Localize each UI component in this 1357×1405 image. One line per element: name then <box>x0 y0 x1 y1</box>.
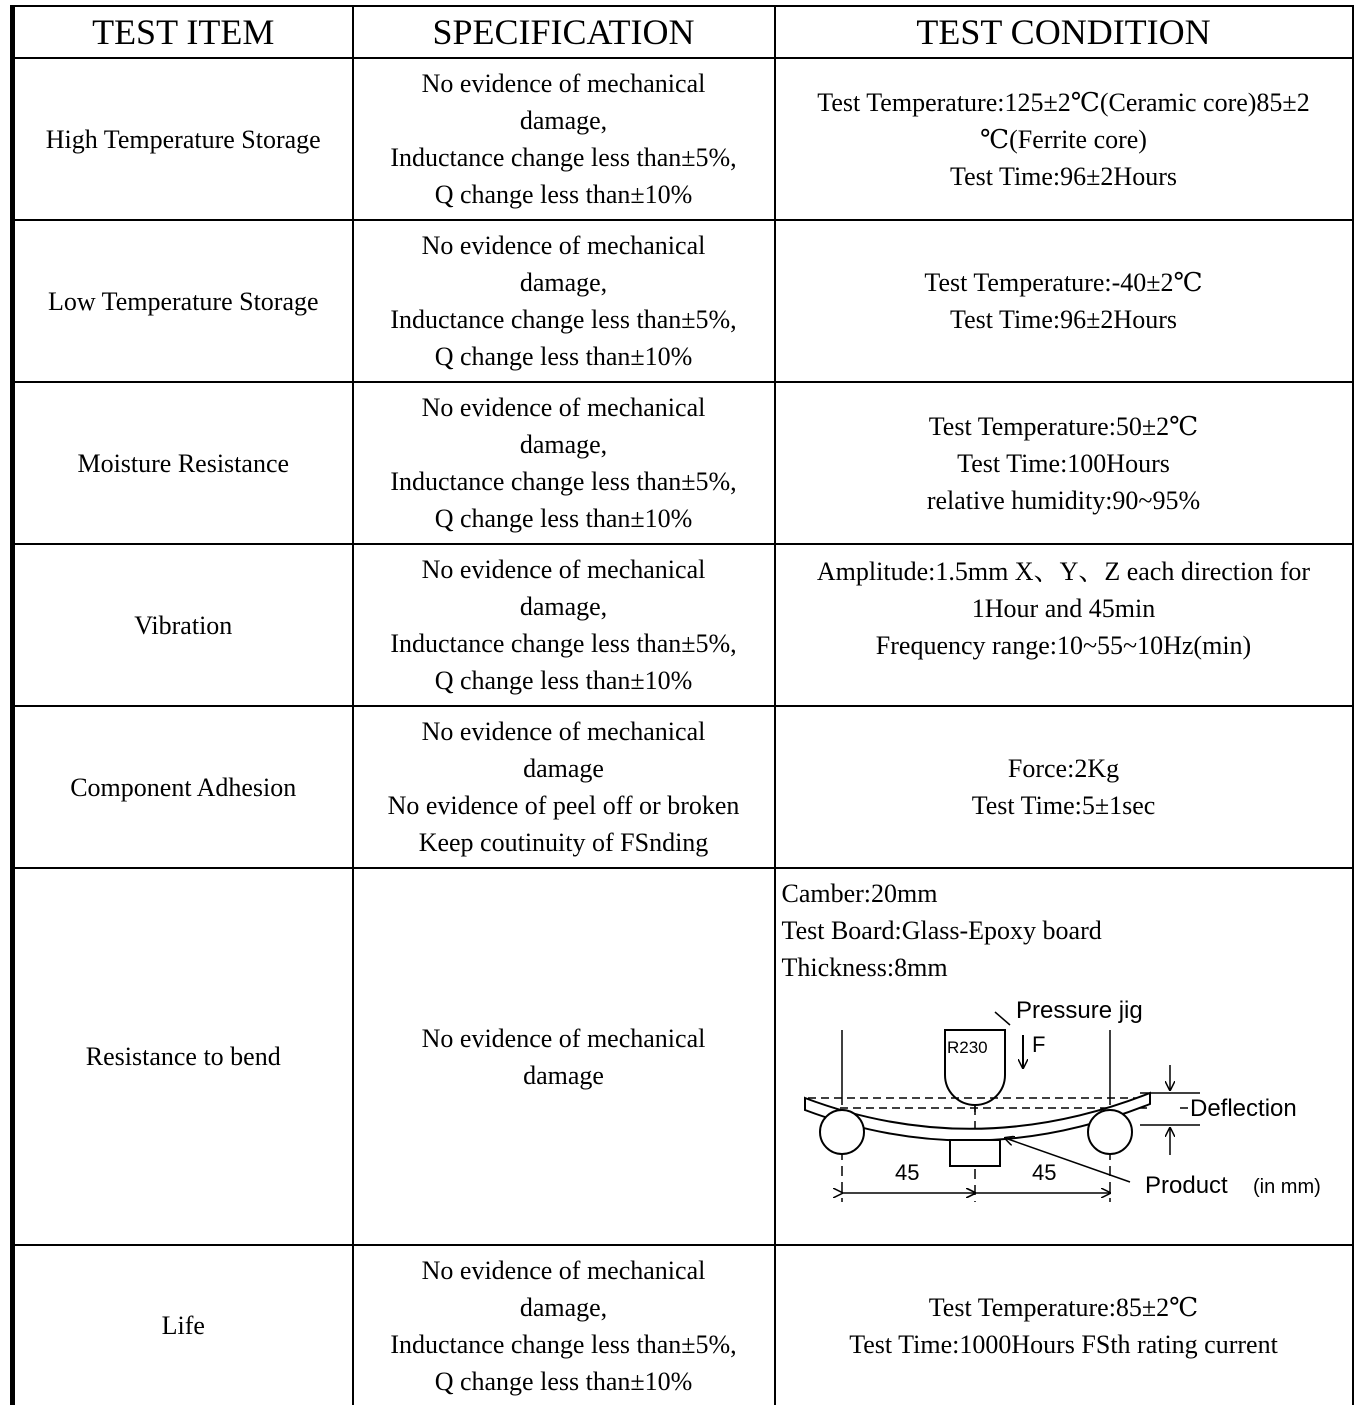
spec-line: No evidence of peel off or broken <box>387 791 740 820</box>
spec-line: Q change less than±10% <box>434 504 693 533</box>
test-item-cell: High Temperature Storage <box>13 58 353 220</box>
test-item-cell: Life <box>13 1245 353 1405</box>
spec-line: Q change less than±10% <box>434 666 693 695</box>
spec-line: damage, <box>519 592 608 621</box>
test-spec-table <box>10 5 1354 1405</box>
specification-cell <box>353 58 775 220</box>
condition-line: 1Hour and 45min <box>971 594 1156 623</box>
spec-line: Inductance change less than±5%, <box>390 467 737 496</box>
table-row <box>13 382 1353 544</box>
spec-line: Keep coutinuity of FSnding <box>418 828 709 857</box>
condition-line: Test Time:96±2Hours <box>950 161 1177 191</box>
spec-line: damage, <box>519 430 608 459</box>
spec-line: No evidence of mechanical <box>421 555 706 584</box>
condition-line: Frequency range:10~55~10Hz(min) <box>875 631 1252 660</box>
pressure-jig-label: Pressure jig <box>1015 997 1143 1024</box>
condition-line: Test Temperature:125±2℃(Ceramic core)85±2 <box>817 87 1310 117</box>
spec-line: Q change less than±10% <box>434 180 693 209</box>
spec-line: damage, <box>519 1292 608 1322</box>
support-right <box>1088 1110 1132 1154</box>
table-row <box>13 868 1353 1245</box>
table-row <box>13 1245 1353 1405</box>
spec-line: Q change less than±10% <box>434 342 693 371</box>
header-test-condition: TEST CONDITION <box>775 6 1353 58</box>
condition-line: Thickness:8mm <box>781 953 948 982</box>
table-row <box>13 544 1353 706</box>
condition-line: Test Temperature:85±2℃ <box>928 1292 1199 1322</box>
spec-line: No evidence of mechanical <box>421 231 706 260</box>
specification-cell <box>353 220 775 382</box>
header-row <box>13 6 1353 58</box>
spec-line: No evidence of mechanical <box>421 393 706 422</box>
condition-line: Test Temperature:50±2℃ <box>928 411 1199 441</box>
condition-cell <box>775 868 1353 1245</box>
condition-line: Test Time:1000Hours FSth rating current <box>849 1329 1278 1359</box>
condition-cell <box>775 706 1353 868</box>
spec-line: damage, <box>519 106 608 135</box>
force-label: F <box>1031 1032 1045 1057</box>
spec-line: No evidence of mechanical <box>421 1255 706 1285</box>
pressure-pointer <box>995 1012 1010 1025</box>
condition-line: Force:2Kg <box>1007 754 1120 783</box>
specification-cell <box>353 382 775 544</box>
condition-line: Test Temperature:-40±2℃ <box>924 268 1203 297</box>
condition-cell <box>775 58 1353 220</box>
spec-line: damage <box>523 1060 604 1090</box>
specification-cell <box>353 706 775 868</box>
table-row <box>13 706 1353 868</box>
test-item-cell: Vibration <box>13 544 353 706</box>
spec-line: damage, <box>519 268 608 297</box>
specification-cell <box>353 868 775 1245</box>
spec-line: Q change less than±10% <box>434 1366 693 1396</box>
dimension-right-value: 45 <box>1031 1160 1056 1185</box>
condition-line: Amplitude:1.5mm X、Y、Z each direction for <box>816 557 1311 586</box>
condition-line: Test Time:96±2Hours <box>950 305 1177 334</box>
specification-cell <box>353 1245 775 1405</box>
test-item-cell: Component Adhesion <box>13 706 353 868</box>
product-label: Product <box>1144 1172 1228 1199</box>
test-item-cell: Low Temperature Storage <box>13 220 353 382</box>
condition-line: Test Board:Glass-Epoxy board <box>781 916 1102 945</box>
spec-line: No evidence of mechanical <box>421 717 706 746</box>
condition-line: ℃(Ferrite core) <box>980 124 1147 154</box>
spec-line: Inductance change less than±5%, <box>390 1329 737 1359</box>
condition-line: Camber:20mm <box>781 879 938 908</box>
unit-label: (in mm) <box>1252 1176 1321 1198</box>
condition-cell <box>775 220 1353 382</box>
test-item-cell: Moisture Resistance <box>13 382 353 544</box>
header-test-item: TEST ITEM <box>13 6 353 58</box>
spec-line: damage <box>523 754 604 783</box>
table-row <box>13 220 1353 382</box>
support-left <box>820 1110 864 1154</box>
spec-line: No evidence of mechanical <box>421 69 706 98</box>
specification-cell <box>353 544 775 706</box>
bend-test-diagram <box>780 990 1340 1220</box>
deflection-label: Deflection <box>1189 1095 1297 1122</box>
test-item-cell: Resistance to bend <box>13 868 353 1245</box>
dimension-left-value: 45 <box>894 1160 919 1185</box>
spec-line: Inductance change less than±5%, <box>390 143 737 172</box>
condition-line: relative humidity:90~95% <box>926 485 1201 515</box>
condition-cell <box>775 382 1353 544</box>
condition-cell <box>775 1245 1353 1405</box>
header-specification: SPECIFICATION <box>353 6 775 58</box>
condition-line: Test Time:5±1sec <box>971 791 1156 820</box>
spec-line: No evidence of mechanical <box>421 1023 706 1053</box>
table-row <box>13 58 1353 220</box>
condition-cell <box>775 544 1353 706</box>
radius-label: R230 <box>946 1038 988 1057</box>
spec-line: Inductance change less than±5%, <box>390 305 737 334</box>
product-block <box>950 1140 1000 1166</box>
spec-line: Inductance change less than±5%, <box>390 629 737 658</box>
condition-line: Test Time:100Hours <box>957 448 1170 478</box>
